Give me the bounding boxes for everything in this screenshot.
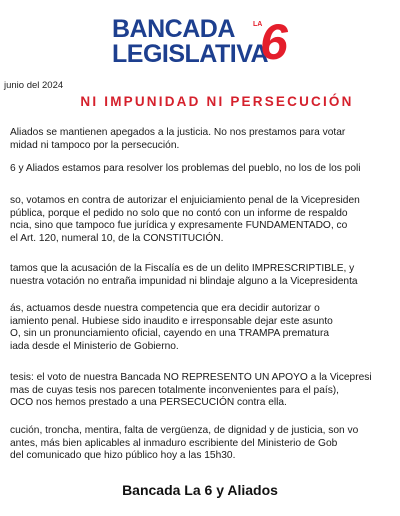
document-date: junio del 2024	[4, 80, 64, 91]
document-title: NI IMPUNIDAD NI PERSECUCIÓN	[80, 94, 354, 109]
signature: Bancada La 6 y Aliados	[122, 482, 278, 498]
paragraph-line: 6 y Aliados estamos para resolver los problemas del pueblo, no los de los poli	[10, 163, 361, 174]
paragraph-line: nuestra votación no entraña impunidad ni blindaje alguno a la Vicepresidenta	[10, 275, 358, 287]
paragraph-line: Aliados se mantienen apegados a la justicia. No nos prestamos para votar	[10, 127, 346, 138]
paragraph-line: ncia, sino que tampoco fue jurídica y expresamente FUNDAMENTADO, co	[10, 220, 348, 231]
paragraph-2	[10, 163, 400, 176]
paragraph-line: pública, porque el pedido no solo que no contó con un informe de respaldo	[10, 207, 348, 219]
logo-text-bancada: BANCADA	[112, 15, 235, 43]
paragraph-line: tesis: el voto de nuestra Bancada NO REPRESENTÓ UN APOYO a la Vicepresi	[10, 372, 372, 383]
paragraph-line: ás, actuamos desde nuestra competencia que era decidir autorizar o	[10, 303, 320, 314]
paragraph-5	[10, 303, 400, 353]
paragraph-7	[10, 425, 400, 463]
paragraph-line: O, sin un pronunciamiento oficial, cayendo en una TRAMPA prematura	[10, 328, 330, 339]
paragraph-line: mas de cuyas tesis nos parecen totalmente inconvenientes para el país),	[10, 384, 340, 396]
paragraph-line: el Art. 120, numeral 10, de la CONSTITUCIÓN.	[10, 232, 224, 244]
paragraph-6	[10, 372, 400, 410]
paragraph-line: iamiento penal. Hubiese sido inaudito e irresponsable dejar este asunto	[10, 315, 333, 327]
paragraph-line: so, votamos en contra de autorizar el enjuiciamiento penal de la Vicepresiden	[10, 195, 360, 206]
logo-text-legislativa: LEGISLATIVA	[112, 40, 269, 68]
paragraph-3	[10, 195, 400, 245]
logo-text-la: LA	[253, 21, 263, 28]
paragraph-line: del comunicado que hizo público hoy a las 15h30.	[10, 450, 236, 461]
paragraph-line: antes, más bien aplicables al inmaduro escribiente del Ministerio de Gob	[10, 437, 338, 449]
paragraph-line: OCO nos hemos prestado a una PERSECUCIÓN contra ella.	[10, 397, 287, 408]
paragraph-1	[10, 127, 400, 152]
logo-number-six: 6	[260, 14, 288, 70]
paragraph-line: cución, troncha, mentira, falta de vergüenza, de dignidad y de justicia, son vo	[10, 425, 359, 436]
paragraph-line: midad ni tampoco por la persecución.	[10, 139, 180, 151]
bancada-logo	[112, 16, 296, 72]
paragraph-line: iada desde el Ministerio de Gobierno.	[10, 340, 179, 352]
paragraph-line: tamos que la acusación de la Fiscalía es de un delito IMPRESCRIPTIBLE, y	[10, 263, 355, 274]
paragraph-4	[10, 263, 400, 288]
